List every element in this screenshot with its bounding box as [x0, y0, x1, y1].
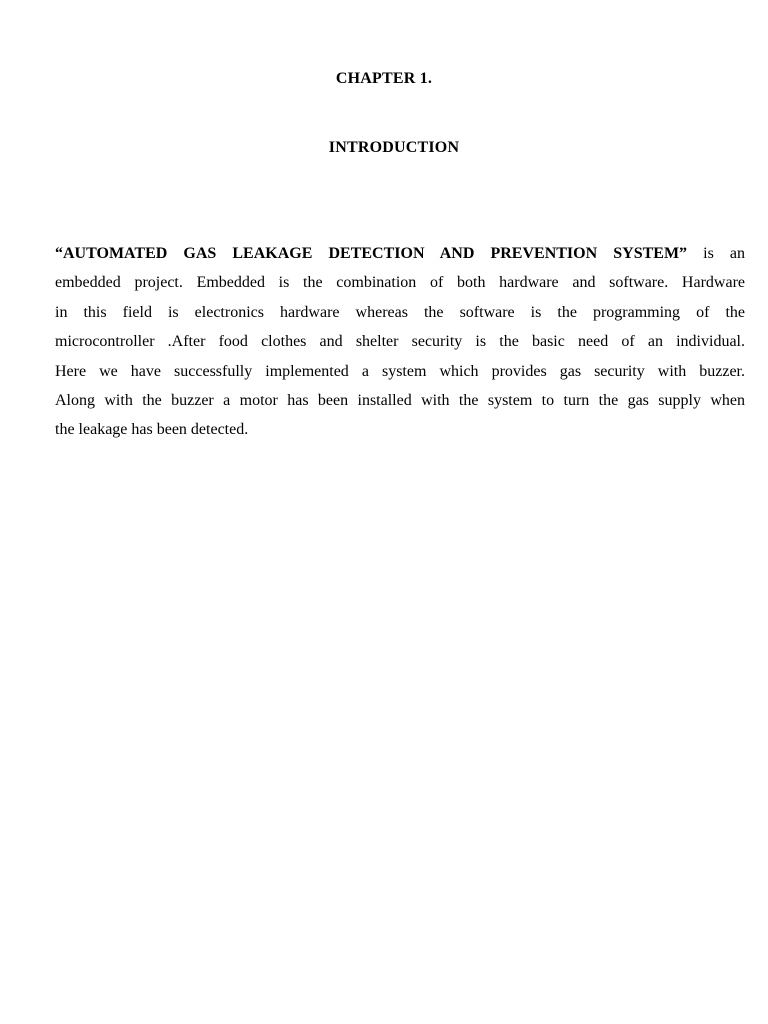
chapter-title: CHAPTER 1. [335, 70, 433, 87]
paragraph-line-3: in this field is electronics hardware whereas the software is the programming of the [55, 303, 745, 321]
paragraph-line-2: embedded project. Embedded is the combination of both hardware and software. Hardware [55, 274, 745, 292]
introduction-paragraph [55, 239, 745, 445]
section-title: INTRODUCTION [328, 139, 460, 156]
paragraph-line-4: microcontroller .After food clothes and shelter security is the basic need of an individual. [55, 333, 745, 351]
first-line-rest: is an [687, 245, 745, 262]
paragraph-line-5: Here we have successfully implemented a system which provides gas security with buzzer. [55, 362, 745, 380]
paragraph-line-7: the leakage has been detected. [55, 421, 249, 439]
project-name: “AUTOMATED GAS LEAKAGE DETECTION AND PREVENTION SYSTEM” [55, 245, 688, 262]
paragraph-line-1 [55, 239, 745, 268]
paragraph-line-6: Along with the buzzer a motor has been installed with the system to turn the gas supply when [55, 392, 745, 410]
